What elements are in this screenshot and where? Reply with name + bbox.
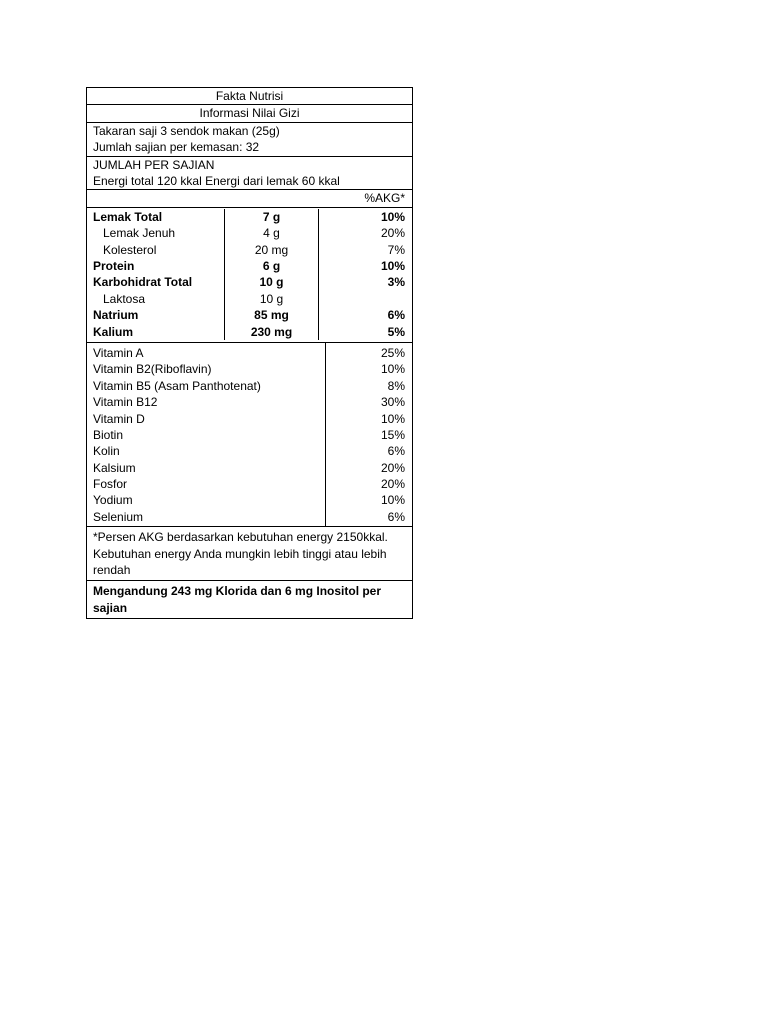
per-serving-heading: JUMLAH PER SAJIAN: [93, 157, 215, 172]
vitamin-akg-percent: 20%: [380, 460, 405, 475]
label-subtitle: Informasi Nilai Gizi: [87, 105, 412, 122]
nutrient-amount: 85 mg: [225, 307, 319, 323]
vitamin-akg-percent: 10%: [380, 493, 405, 508]
vitamin-akg-percent: 20%: [380, 477, 405, 492]
vitamin-name: Vitamin A: [93, 345, 144, 360]
vitamin-name: Selenium: [93, 509, 144, 524]
vitamin-name: Fosfor: [93, 477, 128, 492]
energy-line: Energi total 120 kkal Energi dari lemak 60 kkal: [93, 174, 340, 189]
nutrient-akg-percent: 5%: [387, 324, 405, 339]
akg-footnote: *Persen AKG berdasarkan kebutuhan energy 2150kkal. Kebutuhan energy Anda mungkin lebih tinggi atau lebih rendah: [87, 527, 412, 581]
nutrient-akg-percent: 10%: [380, 259, 405, 274]
vitamin-name: Biotin: [93, 427, 124, 442]
vitamin-name: Kolin: [93, 444, 120, 459]
nutrient-table: [87, 208, 412, 343]
per-serving-info: [87, 157, 412, 191]
nutrient-name: Protein: [87, 258, 225, 274]
vitamin-akg-percent: 10%: [380, 362, 405, 377]
vitamin-akg-percent: 15%: [380, 427, 405, 442]
servings-per-pack: Jumlah sajian per kemasan: 32: [93, 140, 260, 155]
nutrient-amount: 10 g: [225, 291, 319, 307]
nutrient-akg-percent: 3%: [387, 275, 405, 290]
additional-content-note: Mengandung 243 mg Klorida dan 6 mg Inositol per sajian: [93, 584, 382, 615]
nutrient-row: [87, 258, 412, 274]
vitamin-akg-percent: 6%: [387, 444, 405, 459]
vitamin-name: Yodium: [93, 493, 133, 508]
vitamin-akg-percent: 25%: [380, 345, 405, 360]
nutrient-akg-percent: [319, 291, 412, 307]
nutrient-amount: 7 g: [225, 209, 319, 225]
nutrient-name: Natrium: [87, 307, 225, 323]
vitamin-names-column: [87, 343, 326, 526]
vitamin-percent-column: [326, 343, 412, 526]
serving-size: Takaran saji 3 sendok makan (25g): [93, 123, 280, 138]
nutrient-name: Laktosa: [87, 291, 225, 307]
serving-info: [87, 123, 412, 157]
vitamin-akg-percent: 8%: [387, 378, 405, 393]
vitamin-name: Vitamin D: [93, 411, 145, 426]
vitamin-name: Vitamin B2(Riboflavin): [93, 362, 212, 377]
vitamin-name: Vitamin B5 (Asam Panthotenat): [93, 378, 261, 393]
nutrient-amount: 10 g: [225, 274, 319, 290]
nutrient-row: [87, 209, 412, 225]
nutrient-name: Lemak Jenuh: [87, 225, 225, 241]
nutrient-row: [87, 307, 412, 323]
nutrient-akg-percent: 6%: [387, 308, 405, 323]
vitamin-akg-percent: 10%: [380, 411, 405, 426]
nutrient-akg-percent: 10%: [380, 209, 405, 224]
nutrient-row: [87, 291, 412, 307]
nutrient-row: [87, 242, 412, 258]
nutrient-amount: 4 g: [225, 225, 319, 241]
nutrient-row: [87, 225, 412, 241]
nutrient-akg-percent: 7%: [387, 242, 405, 257]
vitamin-akg-percent: 6%: [387, 509, 405, 524]
nutrient-name: Kalium: [87, 324, 225, 340]
nutrient-name: Lemak Total: [87, 209, 225, 225]
nutrient-akg-percent: 20%: [380, 226, 405, 241]
nutrient-amount: 6 g: [225, 258, 319, 274]
nutrient-amount: 20 mg: [225, 242, 319, 258]
nutrient-name: Kolesterol: [87, 242, 225, 258]
nutrient-row: [87, 274, 412, 290]
nutrient-amount: 230 mg: [225, 324, 319, 340]
vitamin-akg-percent: 30%: [380, 395, 405, 410]
vitamin-table: [87, 343, 412, 527]
vitamin-name: Kalsium: [93, 460, 136, 475]
nutrition-facts-table: [86, 87, 413, 619]
label-title: Fakta Nutrisi: [87, 88, 412, 105]
nutrient-name: Karbohidrat Total: [87, 274, 225, 290]
akg-header: %AKG*: [87, 190, 412, 207]
nutrient-row: [87, 324, 412, 340]
vitamin-name: Vitamin B12: [93, 395, 158, 410]
